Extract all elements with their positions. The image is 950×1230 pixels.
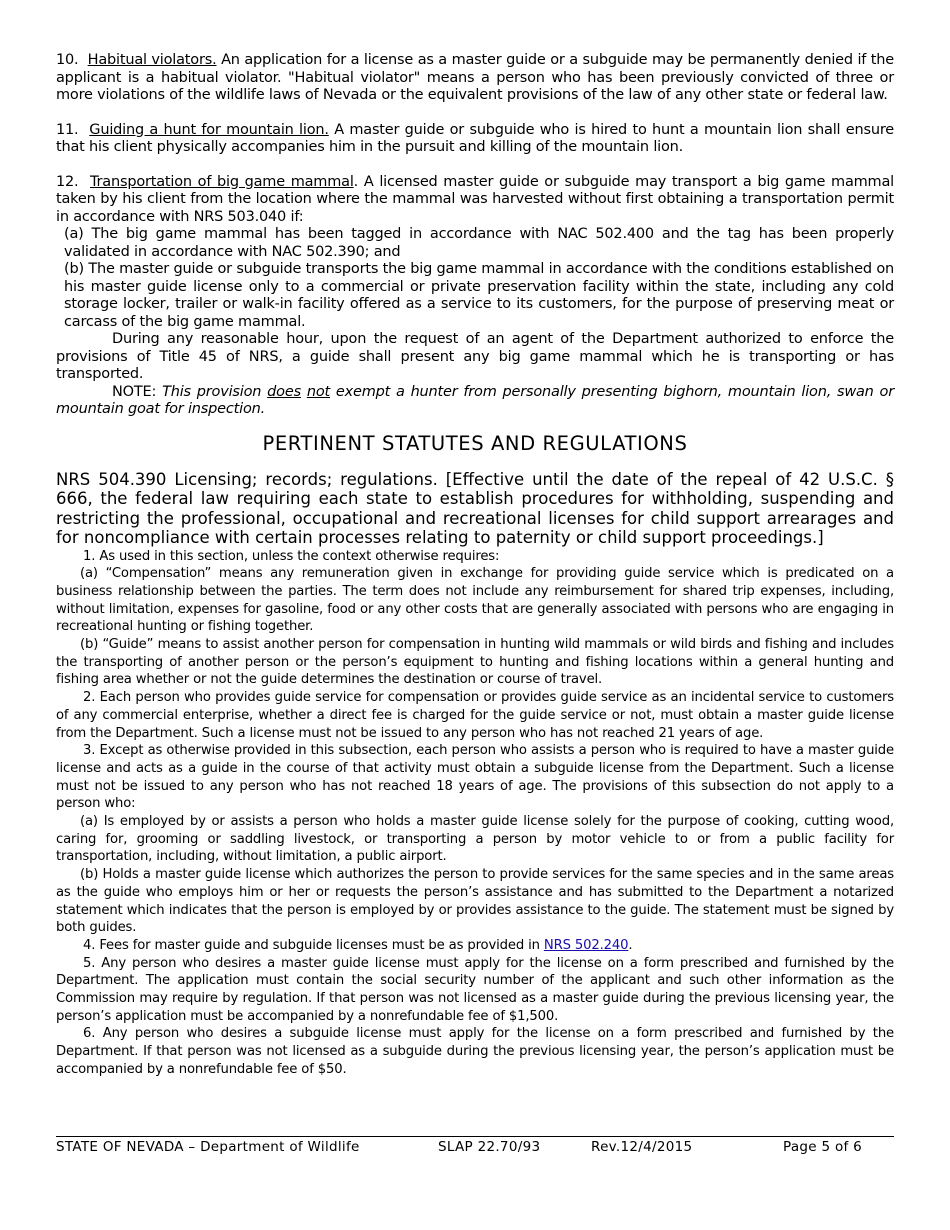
section-12-item-a: (a) The big game mammal has been tagged in accordance with NAC 502.400 and the tag has been properly validated in accordance with NAC 502.390; and [64,226,894,260]
document-page [56,52,894,1079]
note-emphasis-does: does [267,383,301,400]
section-number: 12. [56,173,79,190]
footer-page-number: Page 5 of 6 [783,1139,863,1155]
section-12 [56,174,894,227]
nrs-paragraph-3: 3. Except as otherwise provided in this subsection, each person who assists a person who is required to have a master guide license and acts as a guide in the course of that activity must obtain a subguide license from the Department. Such a license must not be issued to any person who has not reached 18 years of age. The provisions of this subsection do not apply to a person who: [56,743,894,812]
nrs-paragraph-6: 6. Any person who desires a subguide license must apply for the license on a form prescribed and furnished by the Department. If that person was not licensed as a subguide during the previous licensing year, the person’s application must be accompanied by a nonrefundable fee of $50. [56,1026,894,1077]
nrs-title: NRS 504.390 Licensing; records; regulations. [Effective until the date of the repeal of 42 U.S.C. § 666, the federal law requiring each state to establish procedures for withholding, suspending and restricting the professional, occupational and recreational licenses for child support arrearages and for noncompliance with certain processes relating to paternity or child support proceedings.] [56,469,894,547]
section-body: An application for a license as a master guide or a subguide may be permanently denied if the applicant is a habitual violator. "Habitual violator" means a person who has been previously convicted of three or more violations of the wildlife laws of Nevada or the equivalent provisions of the law of any other state or federal law. [56,52,894,103]
section-heading: PERTINENT STATUTES AND REGULATIONS [262,431,688,455]
nrs-paragraph-3b: (b) Holds a master guide license which authorizes the person to provide services for the same species and in the same areas as the guide who employs him or her or requests the person’s assistance and has submitted to the Department a notarized statement which indicates that the person is employed by or provides assistance to the guide. The statement must be signed by both guides. [56,867,894,936]
section-body: A master guide or subguide who is hired to hunt a mountain lion shall ensure that his client physically accompanies him in the pursuit and killing of the mountain lion. [56,121,894,155]
section-12-item-b: (b) The master guide or subguide transports the big game mammal in accordance with the conditions established on his master guide license only to a commercial or private preservation facility within the state, including any cold storage locker, trailer or walk-in facility offered as a service to its customers, for the purpose of preserving meat or carcass of the big game mammal. [64,261,894,330]
nrs-paragraph-4 [56,937,894,955]
section-12-note [56,384,894,419]
section-11 [56,122,894,157]
nrs-502-240-link[interactable]: NRS 502.240 [543,937,629,953]
footer-revision: Rev.12/4/2015 [591,1139,693,1155]
nrs-paragraph-3a: (a) Is employed by or assists a person who holds a master guide license solely for the purpose of cooking, cutting wood, caring for, grooming or saddling livestock, or transporting a person by motor vehicle to or from a public facility for transportation, including, without limitation, a public airport. [56,814,894,865]
page-footer [56,1136,894,1163]
note-emphasis-not: not [306,383,330,400]
footer-agency: STATE OF NEVADA – Department of Wildlife [56,1139,360,1155]
section-12-paragraph: During any reasonable hour, upon the request of an agent of the Department authorized to enforce the provisions of Title 45 of NRS, a guide shall present any big game mammal which he is transporting or has transported. [56,331,894,382]
section-title: Habitual violators. [87,52,217,68]
paragraph-text: 4. Fees for master guide and subguide licenses must be as provided in [83,937,540,953]
footer-code: SLAP 22.70/93 [438,1139,541,1155]
nrs-paragraph-5: 5. Any person who desires a master guide license must apply for the license on a form prescribed and furnished by the Department. The application must contain the social security number of the applicant and such other information as the Commission may require by regulation. If that person was not licensed as a master guide during the previous licensing year, the person’s application must be accompanied by a nonrefundable fee of $1,500. [56,955,894,1024]
nrs-paragraph-1: 1. As used in this section, unless the context otherwise requires: [83,548,500,564]
paragraph-text: . [628,937,633,953]
section-title: Guiding a hunt for mountain lion. [89,121,329,138]
section-title: Transportation of big game mammal [90,173,354,190]
note-label: NOTE: [112,383,157,400]
section-body: . A licensed master guide or subguide may transport a big game mammal taken by his client from the location where the mammal was harvested without first obtaining a transportation permit in accordance with NRS 503.040 if: [56,173,894,225]
section-number: 10. [56,52,79,68]
nrs-paragraph-1a: (a) “Compensation” means any remuneration given in exchange for providing guide service which is predicated on a business relationship between the parties. The term does not include any reimbursement for shared trip expenses, including, without limitation, expenses for gasoline, food or any other costs that are generally associated with persons who are engaging in recreational hunting or fishing together. [56,566,894,635]
note-text: This provision [162,383,262,400]
nrs-paragraph-2: 2. Each person who provides guide service for compensation or provides guide service as an incidental service to customers of any commercial enterprise, whether a direct fee is charged for the guide service or not, must obtain a master guide license from the Department. Such a license must not be issued to any person who has not reached 21 years of age. [56,690,894,741]
nrs-paragraph-1b: (b) “Guide” means to assist another person for compensation in hunting wild mammals or wild birds and fishing and includes the transporting of another person or the person’s equipment to hunting and fishing locations within a general hunting and fishing area whether or not the guide determines the destination or course of travel. [56,637,894,688]
section-number: 11. [56,121,79,138]
note-text: exempt a hunter from personally presenting bighorn, mountain lion, swan or mountain goat for inspection. [56,383,894,417]
section-10 [56,52,894,105]
